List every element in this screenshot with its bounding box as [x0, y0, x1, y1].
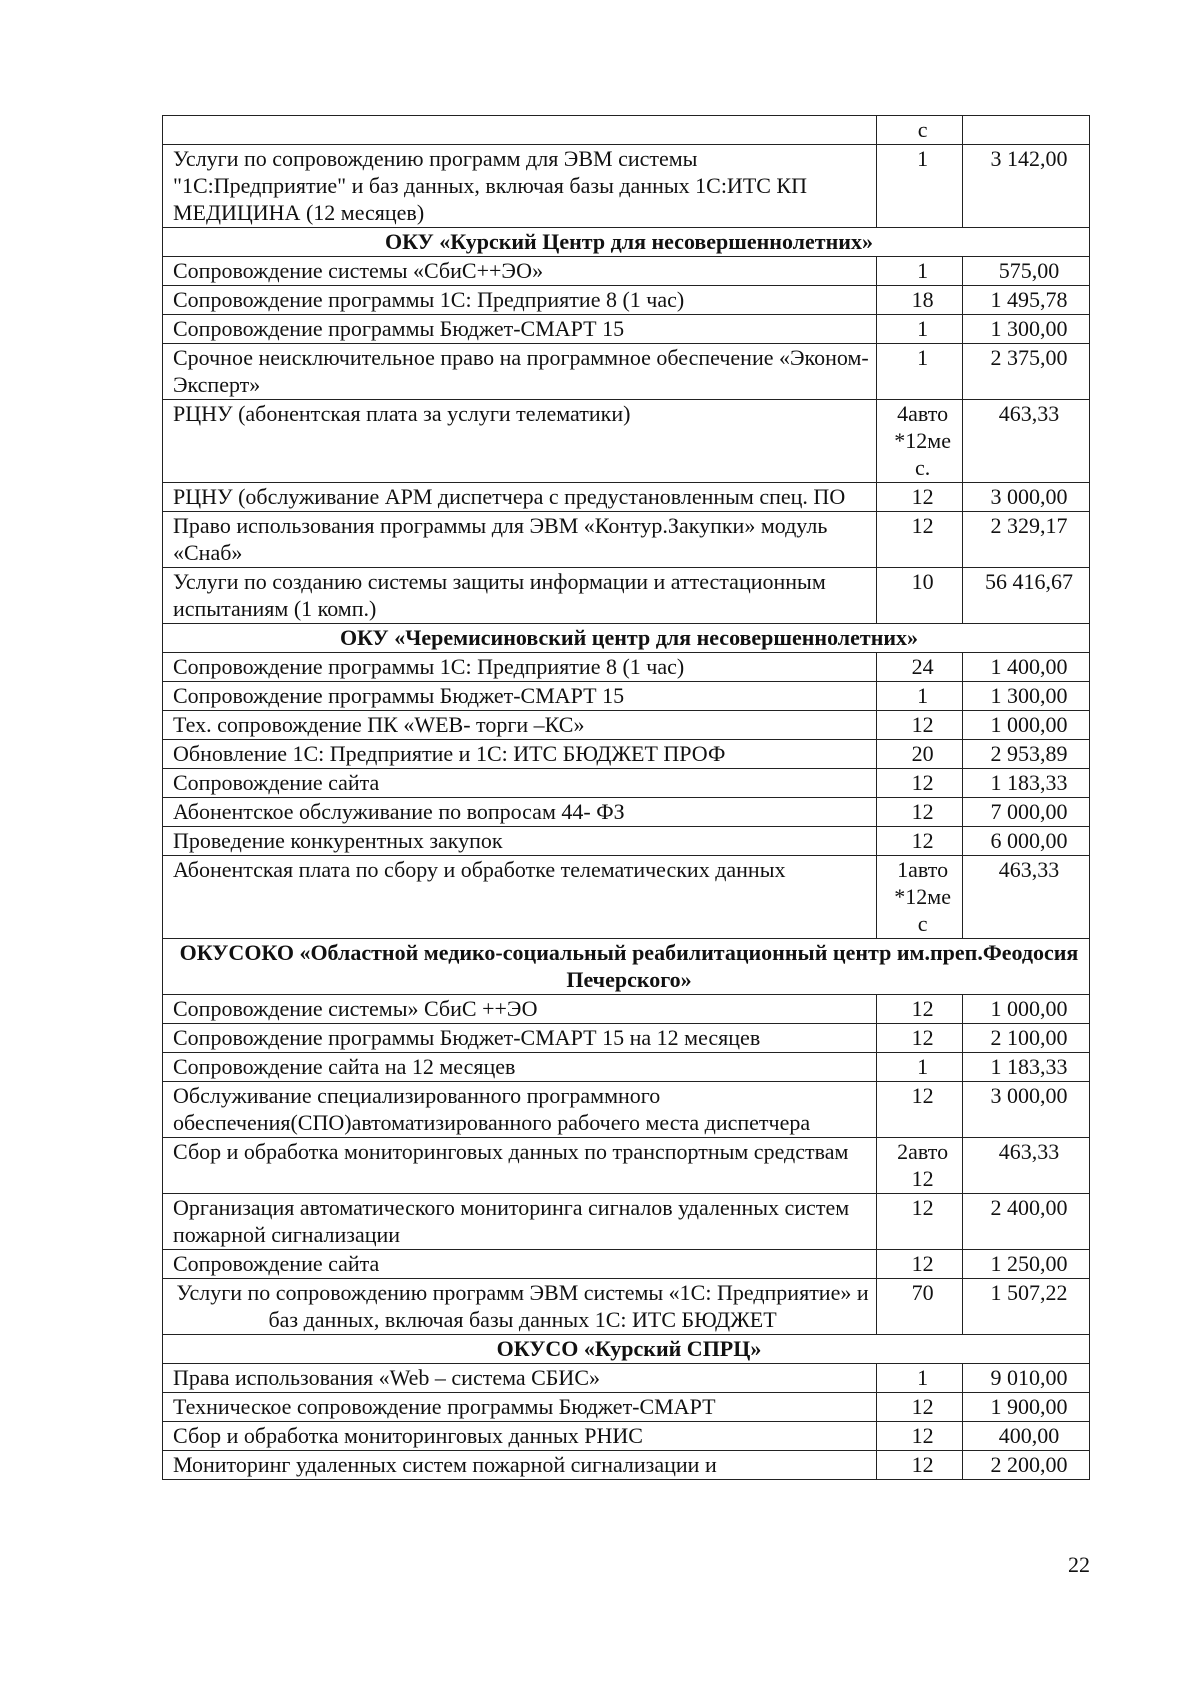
- table-row: [163, 1451, 1090, 1480]
- quantity-cell: 12: [877, 512, 963, 568]
- price-cell: 1 300,00: [963, 682, 1090, 711]
- price-cell: 2 400,00: [963, 1194, 1090, 1250]
- quantity-cell: с: [877, 116, 963, 145]
- quantity-cell: 12: [877, 827, 963, 856]
- table-row: [163, 568, 1090, 624]
- table-row: [163, 1393, 1090, 1422]
- price-cell: 575,00: [963, 257, 1090, 286]
- table-row: [163, 483, 1090, 512]
- service-name-cell: Тех. сопровождение ПК «WEB- торги –КС»: [163, 711, 877, 740]
- table-row: [163, 116, 1090, 145]
- price-cell: 56 416,67: [963, 568, 1090, 624]
- quantity-cell: 12: [877, 798, 963, 827]
- table-row: [163, 711, 1090, 740]
- service-name-cell: Техническое сопровождение программы Бюджет-СМАРТ: [163, 1393, 877, 1422]
- service-name-cell: Абонентская плата по сбору и обработке телематических данных: [163, 856, 877, 939]
- service-name-cell: Сопровождение системы» СбиС ++ЭО: [163, 995, 877, 1024]
- table-row: [163, 1250, 1090, 1279]
- quantity-cell: 1: [877, 315, 963, 344]
- quantity-cell: 10: [877, 568, 963, 624]
- service-name-cell: Права использования «Web – система СБИС»: [163, 1364, 877, 1393]
- price-cell: 3 000,00: [963, 483, 1090, 512]
- services-table: [162, 115, 1090, 1480]
- table-row: [163, 400, 1090, 483]
- table-row: [163, 769, 1090, 798]
- price-cell: 1 300,00: [963, 315, 1090, 344]
- table-row: [163, 682, 1090, 711]
- quantity-cell: 2авто 12: [877, 1138, 963, 1194]
- service-name-cell: Сопровождение системы «СбиС++ЭО»: [163, 257, 877, 286]
- table-row: [163, 1138, 1090, 1194]
- price-cell: 463,33: [963, 400, 1090, 483]
- table-row: [163, 1279, 1090, 1335]
- price-cell: 463,33: [963, 1138, 1090, 1194]
- service-name-cell: Сопровождение сайта: [163, 769, 877, 798]
- table-row: [163, 856, 1090, 939]
- price-cell: 9 010,00: [963, 1364, 1090, 1393]
- section-header-row: [163, 624, 1090, 653]
- quantity-cell: 12: [877, 1082, 963, 1138]
- table-row: [163, 344, 1090, 400]
- price-cell: 2 200,00: [963, 1451, 1090, 1480]
- quantity-cell: 12: [877, 1024, 963, 1053]
- price-cell: 1 183,33: [963, 769, 1090, 798]
- service-name-cell: Сбор и обработка мониторинговых данных РНИС: [163, 1422, 877, 1451]
- section-header-row: [163, 228, 1090, 257]
- quantity-cell: 4авто *12ме с.: [877, 400, 963, 483]
- page-number: 22: [1068, 1552, 1090, 1577]
- quantity-cell: 1авто *12ме с: [877, 856, 963, 939]
- price-cell: 1 000,00: [963, 711, 1090, 740]
- service-name-cell: Сопровождение программы Бюджет-СМАРТ 15: [163, 682, 877, 711]
- quantity-cell: 18: [877, 286, 963, 315]
- quantity-cell: 1: [877, 344, 963, 400]
- service-name-cell: Сопровождение программы Бюджет-СМАРТ 15 на 12 месяцев: [163, 1024, 877, 1053]
- table-row: [163, 1053, 1090, 1082]
- service-name-cell: Сопровождение программы 1С: Предприятие 8 (1 час): [163, 653, 877, 682]
- service-name-cell: [163, 116, 877, 145]
- quantity-cell: 12: [877, 1393, 963, 1422]
- table-row: [163, 1422, 1090, 1451]
- quantity-cell: 1: [877, 257, 963, 286]
- service-name-cell: Услуги по созданию системы защиты информации и аттестационным испытаниям (1 комп.): [163, 568, 877, 624]
- quantity-cell: 12: [877, 483, 963, 512]
- price-cell: 463,33: [963, 856, 1090, 939]
- service-name-cell: Обслуживание специализированного программного обеспечения(СПО)автоматизированного рабочего места диспетчера: [163, 1082, 877, 1138]
- table-row: [163, 1194, 1090, 1250]
- price-cell: 6 000,00: [963, 827, 1090, 856]
- price-cell: 1 183,33: [963, 1053, 1090, 1082]
- price-cell: 7 000,00: [963, 798, 1090, 827]
- quantity-cell: 12: [877, 1250, 963, 1279]
- table-row: [163, 145, 1090, 228]
- price-cell: 2 375,00: [963, 344, 1090, 400]
- service-name-cell: Сопровождение сайта на 12 месяцев: [163, 1053, 877, 1082]
- service-name-cell: РЦНУ (абонентская плата за услуги телематики): [163, 400, 877, 483]
- quantity-cell: 20: [877, 740, 963, 769]
- service-name-cell: Срочное неисключительное право на программное обеспечение «Эконом-Эксперт»: [163, 344, 877, 400]
- price-cell: 3 142,00: [963, 145, 1090, 228]
- service-name-cell: Мониторинг удаленных систем пожарной сигнализации и: [163, 1451, 877, 1480]
- table-row: [163, 798, 1090, 827]
- service-name-cell: Право использования программы для ЭВМ «Контур.Закупки» модуль «Снаб»: [163, 512, 877, 568]
- table-row: [163, 286, 1090, 315]
- quantity-cell: 12: [877, 995, 963, 1024]
- price-cell: 1 495,78: [963, 286, 1090, 315]
- table-row: [163, 257, 1090, 286]
- quantity-cell: 12: [877, 1451, 963, 1480]
- quantity-cell: 1: [877, 145, 963, 228]
- price-cell: 400,00: [963, 1422, 1090, 1451]
- price-cell: [963, 116, 1090, 145]
- service-name-cell: Услуги по сопровождению программ ЭВМ системы «1С: Предприятие» и баз данных, включая базы данных 1С: ИТС БЮДЖЕТ: [163, 1279, 877, 1335]
- section-title: ОКУСО «Курский СПРЦ»: [163, 1335, 1090, 1364]
- price-cell: 1 000,00: [963, 995, 1090, 1024]
- quantity-cell: 1: [877, 1053, 963, 1082]
- service-name-cell: Сопровождение программы Бюджет-СМАРТ 15: [163, 315, 877, 344]
- table-row: [163, 512, 1090, 568]
- table-row: [163, 995, 1090, 1024]
- table-row: [163, 827, 1090, 856]
- table-row: [163, 315, 1090, 344]
- quantity-cell: 70: [877, 1279, 963, 1335]
- service-name-cell: РЦНУ (обслуживание АРМ диспетчера с предустановленным спец. ПО: [163, 483, 877, 512]
- price-cell: 1 250,00: [963, 1250, 1090, 1279]
- table-row: [163, 1364, 1090, 1393]
- price-cell: 1 507,22: [963, 1279, 1090, 1335]
- price-cell: 2 100,00: [963, 1024, 1090, 1053]
- quantity-cell: 12: [877, 711, 963, 740]
- section-header-row: [163, 939, 1090, 995]
- table-row: [163, 740, 1090, 769]
- quantity-cell: 12: [877, 1422, 963, 1451]
- service-name-cell: Организация автоматического мониторинга сигналов удаленных систем пожарной сигнализации: [163, 1194, 877, 1250]
- service-name-cell: Сопровождение сайта: [163, 1250, 877, 1279]
- section-title: ОКУ «Черемисиновский центр для несовершеннолетних»: [163, 624, 1090, 653]
- section-header-row: [163, 1335, 1090, 1364]
- service-name-cell: Сбор и обработка мониторинговых данных по транспортным средствам: [163, 1138, 877, 1194]
- quantity-cell: 1: [877, 1364, 963, 1393]
- service-name-cell: Обновление 1С: Предприятие и 1С: ИТС БЮДЖЕТ ПРОФ: [163, 740, 877, 769]
- section-title: ОКУСОКО «Областной медико-социальный реабилитационный центр им.преп.Феодосия Печерского»: [163, 939, 1090, 995]
- price-cell: 2 953,89: [963, 740, 1090, 769]
- quantity-cell: 12: [877, 769, 963, 798]
- quantity-cell: 1: [877, 682, 963, 711]
- quantity-cell: 12: [877, 1194, 963, 1250]
- table-row: [163, 1024, 1090, 1053]
- service-name-cell: Услуги по сопровождению программ для ЭВМ системы "1С:Предприятие" и баз данных, включая базы данных 1С:ИТС КП МЕДИЦИНА (12 месяцев): [163, 145, 877, 228]
- section-title: ОКУ «Курский Центр для несовершеннолетних»: [163, 228, 1090, 257]
- services-table-body: [163, 116, 1090, 1480]
- service-name-cell: Сопровождение программы 1С: Предприятие 8 (1 час): [163, 286, 877, 315]
- price-cell: 1 900,00: [963, 1393, 1090, 1422]
- price-cell: 1 400,00: [963, 653, 1090, 682]
- price-cell: 2 329,17: [963, 512, 1090, 568]
- service-name-cell: Абонентское обслуживание по вопросам 44- ФЗ: [163, 798, 877, 827]
- service-name-cell: Проведение конкурентных закупок: [163, 827, 877, 856]
- table-row: [163, 653, 1090, 682]
- price-cell: 3 000,00: [963, 1082, 1090, 1138]
- quantity-cell: 24: [877, 653, 963, 682]
- table-row: [163, 1082, 1090, 1138]
